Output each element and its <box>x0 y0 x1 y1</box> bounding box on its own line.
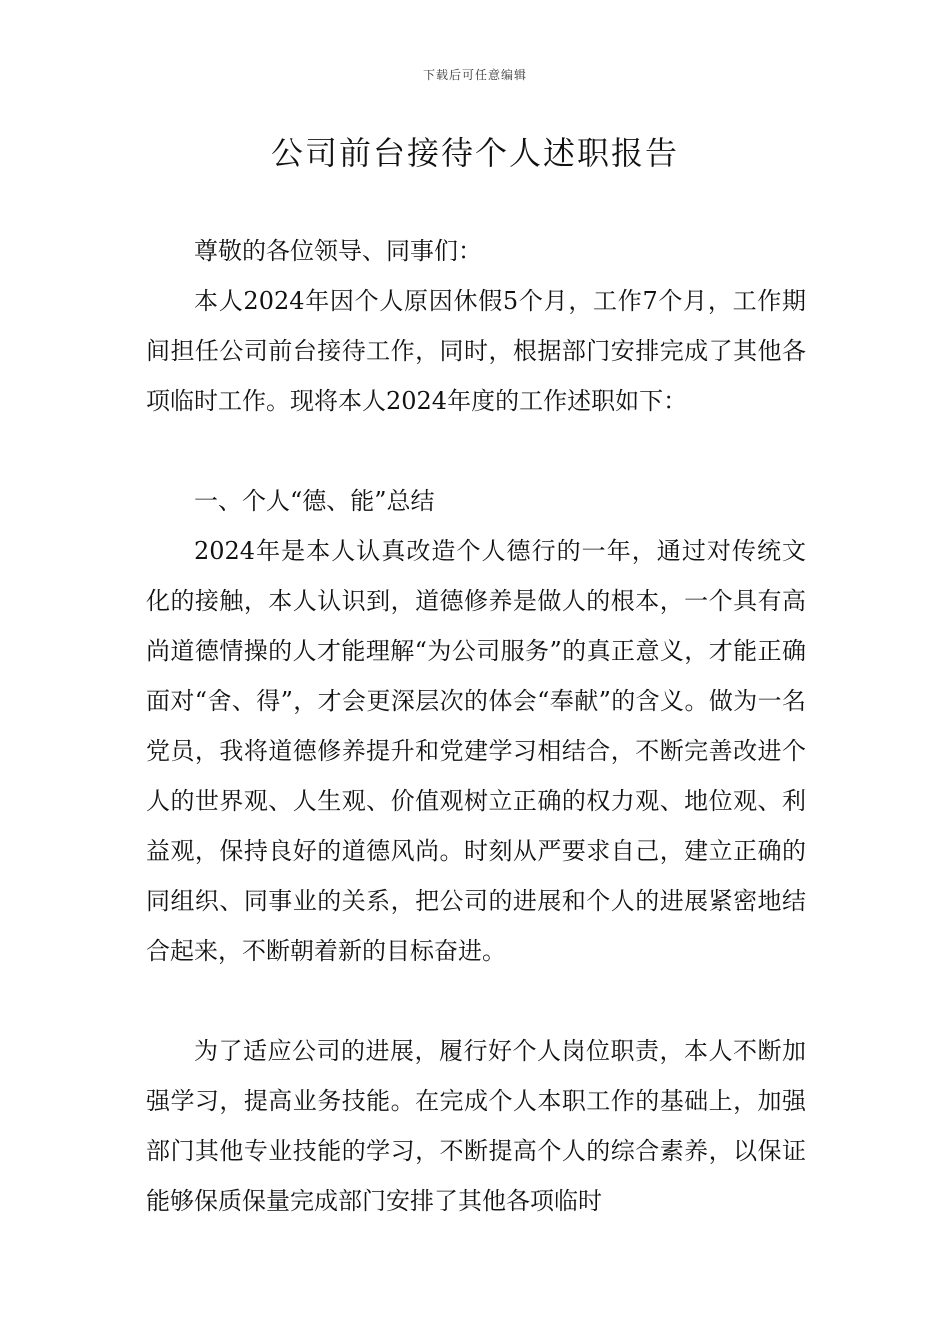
section-heading: 一、个人“德、能”总结 <box>194 487 435 515</box>
body-paragraph: 2024年是本人认真改造个人德行的一年，通过对传统文化的接触，本人认识到，道德修养是做人的根本，一个具有高尚道德情操的人才能理解“为公司服务”的真正意义，才能正确面对“舍、得”，才会更深层次的体会“奉献”的含义。做为一名党员，我将道德修养提升和党建学习相结合，不断完善改进个人的世界观、人生观、价值观树立正确的权力观、地位观、利益观，保持良好的道德风尚。时刻从严要求自己，建立正确的同组织、同事业的关系，把公司的进展和个人的进展紧密地结合起来，不断朝着新的目标奋进。 <box>146 537 806 965</box>
header-note: 下载后可任意编辑 <box>422 68 527 82</box>
intro-paragraph: 本人2024年因个人原因休假5个月，工作7个月，工作期间担任公司前台接待工作，同时，根据部门安排完成了其他各项临时工作。现将本人2024年度的工作述职如下： <box>146 287 806 415</box>
body-paragraph: 为了适应公司的进展，履行好个人岗位职责，本人不断加强学习，提高业务技能。在完成个人本职工作的基础上，加强部门其他专业技能的学习，不断提高个人的综合素养，以保证能够保质保量完成部门安排了其他各项临时 <box>146 1037 806 1215</box>
document-title: 公司前台接待个人述职报告 <box>270 134 679 172</box>
salutation: 尊敬的各位领导、同事们： <box>194 237 482 265</box>
